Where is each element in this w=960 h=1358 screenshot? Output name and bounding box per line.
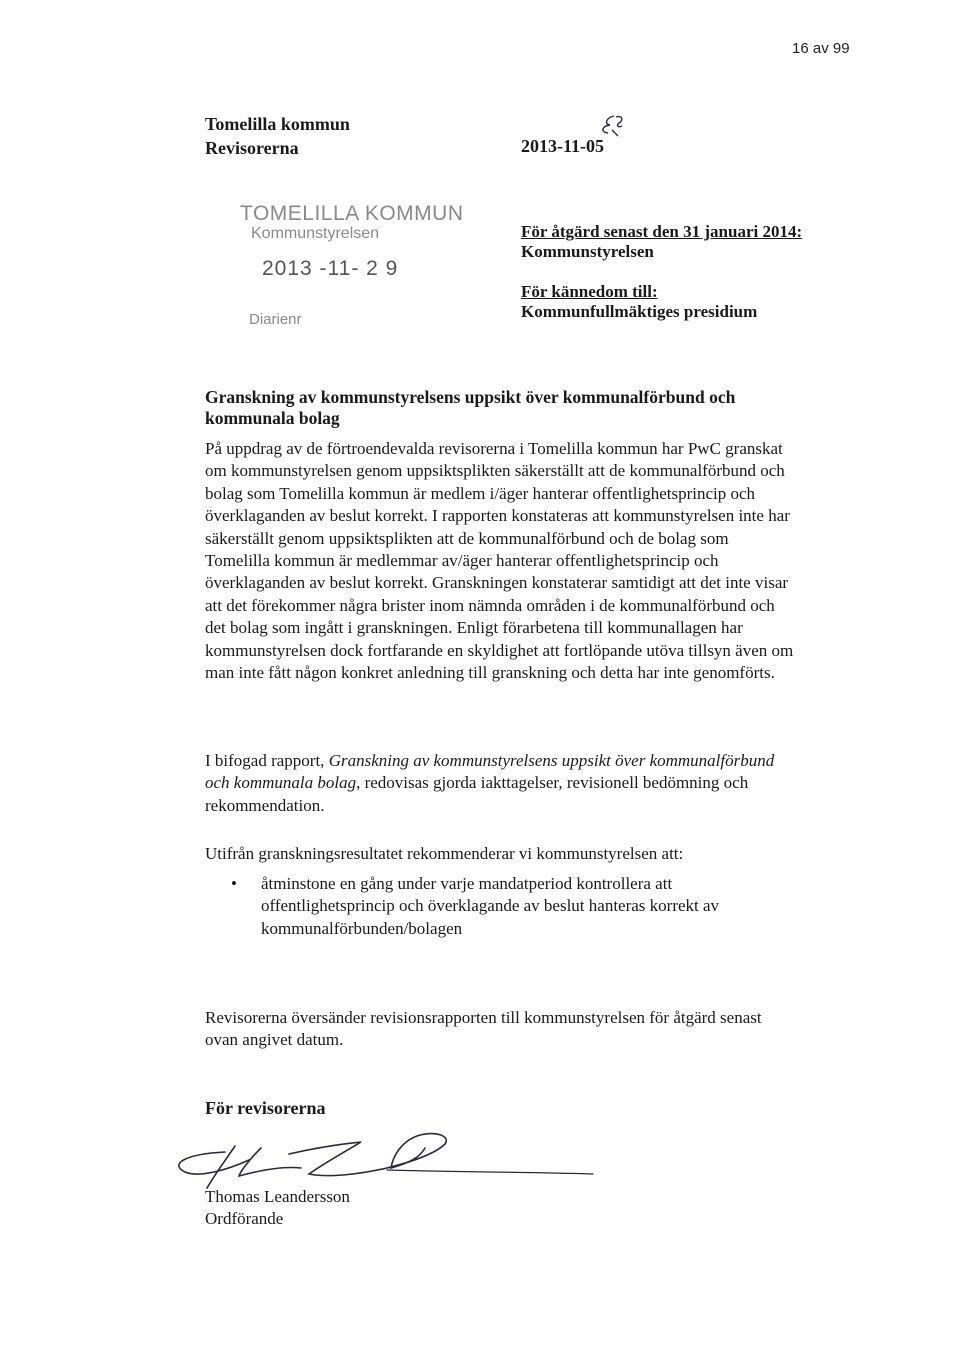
sender-organization: Tomelilla kommun [205, 114, 350, 134]
stamp-organization: TOMELILLA KOMMUN [240, 202, 464, 225]
paragraph-closing-note: Revisorerna översänder revisionsrapporten till kommunstyrelsen för åtgärd senast ovan angivet datum. [205, 1008, 762, 1050]
paragraph-summary: På uppdrag av de förtroendevalda revisorerna i Tomelilla kommun har PwC granskat om kommunstyrelsen genom uppsiktsplikten säkerställt att de kommunalförbund och bolag som Tomelilla kommun är medlem i/äger hanterar offentlighetsprincip och överklaganden av beslut korrekt. I rapporten konstateras att kommunstyrelsen inte har säkerställt genom uppsiktsplikten att de kommunalförbund och de bolag som Tomelilla kommun är medlemmar av/äger hanterar offentlighetsprincip och överklaganden av beslut korrekt. Granskningen konstaterar samtidigt att det inte visar att det förekommer några brister inom nämnda områden i de kommunalförbund och det bolag som ingått i granskningen. Enligt förarbetena till kommunallagen har kommunstyrelsen dock fortfarande en skyldighet att fortlöpande utöva tillsyn även om man inte fått någon konkret anledning till granskning och detta har inte genomförts. [205, 439, 794, 683]
signer-block [205, 1186, 350, 1231]
paragraph-recommendation-intro: Utifrån granskningsresultatet rekommenderar vi kommunstyrelsen att: [205, 844, 684, 863]
action-heading: För åtgärd senast den 31 januari 2014: [521, 222, 803, 241]
report-title: Granskning av kommunstyrelsens uppsikt över kommunalförbund och kommunala bolag [205, 751, 775, 793]
recipients-block [521, 222, 802, 322]
action-recipient: Kommunstyrelsen [521, 242, 654, 261]
stamp-diary-label: Diarienr [249, 311, 302, 328]
document-subject: Granskning av kommunstyrelsens uppsikt över kommunalförbund och kommunala bolag [205, 387, 736, 428]
recommendation-list-item [205, 873, 795, 940]
sender-department: Revisorerna [205, 138, 299, 158]
recommendation-text: åtminstone en gång under varje mandatperiod kontrollera att offentlighetsprincip och överklagande av beslut hanteras korrekt av kommunalförbunden/bolagen [261, 874, 720, 938]
paragraph-report-reference [205, 750, 795, 817]
stamp-unit: Kommunstyrelsen [251, 225, 380, 242]
handwritten-initials [592, 112, 632, 146]
signer-title: Ordförande [205, 1209, 284, 1229]
info-recipient: Kommunfullmäktiges presidium [521, 302, 758, 321]
document-date: 2013-11-05 [521, 136, 604, 156]
stamp-received-date: 2013 -11- 2 9 [262, 257, 399, 280]
info-heading: För kännedom till: [521, 282, 658, 301]
report-reference-rest: , redovisas gjorda iakttagelser, revisionell bedömning och rekommendation. [205, 773, 749, 815]
report-reference-intro: I bifogad rapport, [205, 751, 329, 770]
closing-line: För revisorerna [205, 1098, 326, 1118]
bullet-icon: • [231, 874, 237, 893]
received-stamp [240, 203, 470, 328]
sender-block [205, 112, 350, 160]
signer-name: Thomas Leandersson [205, 1187, 350, 1206]
page-number: 16 av 99 [792, 40, 850, 57]
